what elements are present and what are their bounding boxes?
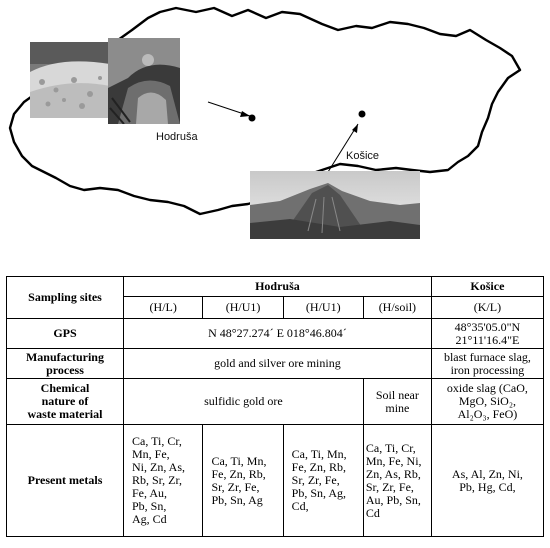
metal-line: Sr, Zr, Fe, <box>291 473 340 487</box>
metal-line: Mn, Fe, Ni, <box>365 453 422 468</box>
chemical-label-line: waste material <box>27 407 103 421</box>
site-code: (H/U1) <box>203 297 283 319</box>
kosice-label: Košice <box>346 150 380 162</box>
gps-kosice-lat: 48°35'05.0"N <box>454 319 521 334</box>
metal-line: Zn, As, Rb, <box>365 466 421 481</box>
chemical-kosice <box>431 379 543 425</box>
sampling-sites-header: Sampling sites <box>7 277 124 319</box>
gps-kosice-lon: 21°11'16.4"E <box>455 332 520 347</box>
kosice-photo-slag <box>250 171 420 239</box>
metal-line: As, Al, Zn, Ni, <box>451 466 523 481</box>
chemical-label-line: nature of <box>41 394 89 408</box>
slovakia-map <box>0 0 550 262</box>
metal-line: Ag, Cd <box>131 512 167 526</box>
metal-line: Pb, Hg, Cd, <box>459 479 516 494</box>
kosice-marker <box>359 111 366 118</box>
metal-line: Sr, Zr, Fe, <box>365 479 414 494</box>
hodrusa-header: Hodruša <box>123 277 431 297</box>
manufacturing-label-line: Manufacturing <box>25 349 104 364</box>
manufacturing-label-line: process <box>46 362 84 377</box>
metals-col-5 <box>431 425 543 537</box>
metal-line: Fe, Zn, Rb, <box>291 460 346 474</box>
kosice-header: Košice <box>431 277 543 297</box>
metals-col-3 <box>283 425 363 537</box>
chemical-label-line: Chemical <box>40 381 90 395</box>
metal-line: Au, Pb, Sn, <box>365 492 421 507</box>
metal-line: Rb, Sr, Zr, <box>131 473 183 487</box>
manufacturing-hodrusa: gold and silver ore mining <box>123 349 431 379</box>
metal-line: Ca, Ti, Mn, <box>211 453 267 468</box>
chemical-hodrusa: sulfidic gold ore <box>123 379 363 425</box>
metal-line: Pb, Sn, Ag, <box>291 486 347 500</box>
chemical-kosice-line: oxide slag (CaO, <box>446 381 528 395</box>
metal-line: Pb, Sn, Ag <box>211 492 263 507</box>
metal-line: Cd, <box>291 499 309 513</box>
metals-col-4 <box>363 425 431 537</box>
metal-line: Ca, Ti, Cr, <box>131 434 182 448</box>
chemical-kosice-line: MgO, SiO₂, <box>458 394 517 408</box>
metal-line: Fe, Au, <box>131 486 167 500</box>
hodrusa-photo-mine <box>108 38 180 124</box>
site-code: (H/L) <box>123 297 202 319</box>
gps-kosice <box>431 319 543 349</box>
hodrusa-marker <box>249 115 256 122</box>
metal-line: Cd <box>365 505 380 520</box>
chemical-soil-line: Soil near <box>375 387 419 402</box>
hodrusa-label: Hodruša <box>156 131 198 143</box>
site-code: (H/U1) <box>283 297 363 319</box>
manufacturing-label <box>7 349 124 379</box>
hodrusa-photo-pile <box>30 42 110 118</box>
metal-line: Ni, Zn, As, <box>131 460 185 474</box>
manufacturing-kosice <box>431 349 543 379</box>
metal-line: Pb, Sn, <box>131 499 167 513</box>
chemical-soil-line: mine <box>385 400 410 415</box>
metal-line: Sr, Zr, Fe, <box>211 479 260 494</box>
chemical-label <box>7 379 124 425</box>
metal-line: Ca, Ti, Mn, <box>291 447 347 461</box>
gps-hodrusa: N 48°27.274´ E 018°46.804´ <box>123 319 431 349</box>
gps-label: GPS <box>7 319 124 349</box>
manufacturing-kosice-line: blast furnace slag, <box>443 349 531 364</box>
metal-line: Fe, Zn, Rb, <box>211 466 266 481</box>
sampling-table <box>6 276 544 537</box>
manufacturing-kosice-line: iron processing <box>450 362 525 377</box>
metals-col-1 <box>123 425 202 537</box>
site-code: (K/L) <box>431 297 543 319</box>
metal-line: Ca, Ti, Cr, <box>365 440 416 455</box>
chemical-kosice-line: Al₂O₃, FeO) <box>457 407 518 421</box>
metal-line: Mn, Fe, <box>131 447 170 461</box>
site-code: (H/soil) <box>363 297 431 319</box>
metals-label: Present metals <box>7 425 124 537</box>
metals-col-2 <box>203 425 283 537</box>
chemical-soil <box>363 379 431 425</box>
